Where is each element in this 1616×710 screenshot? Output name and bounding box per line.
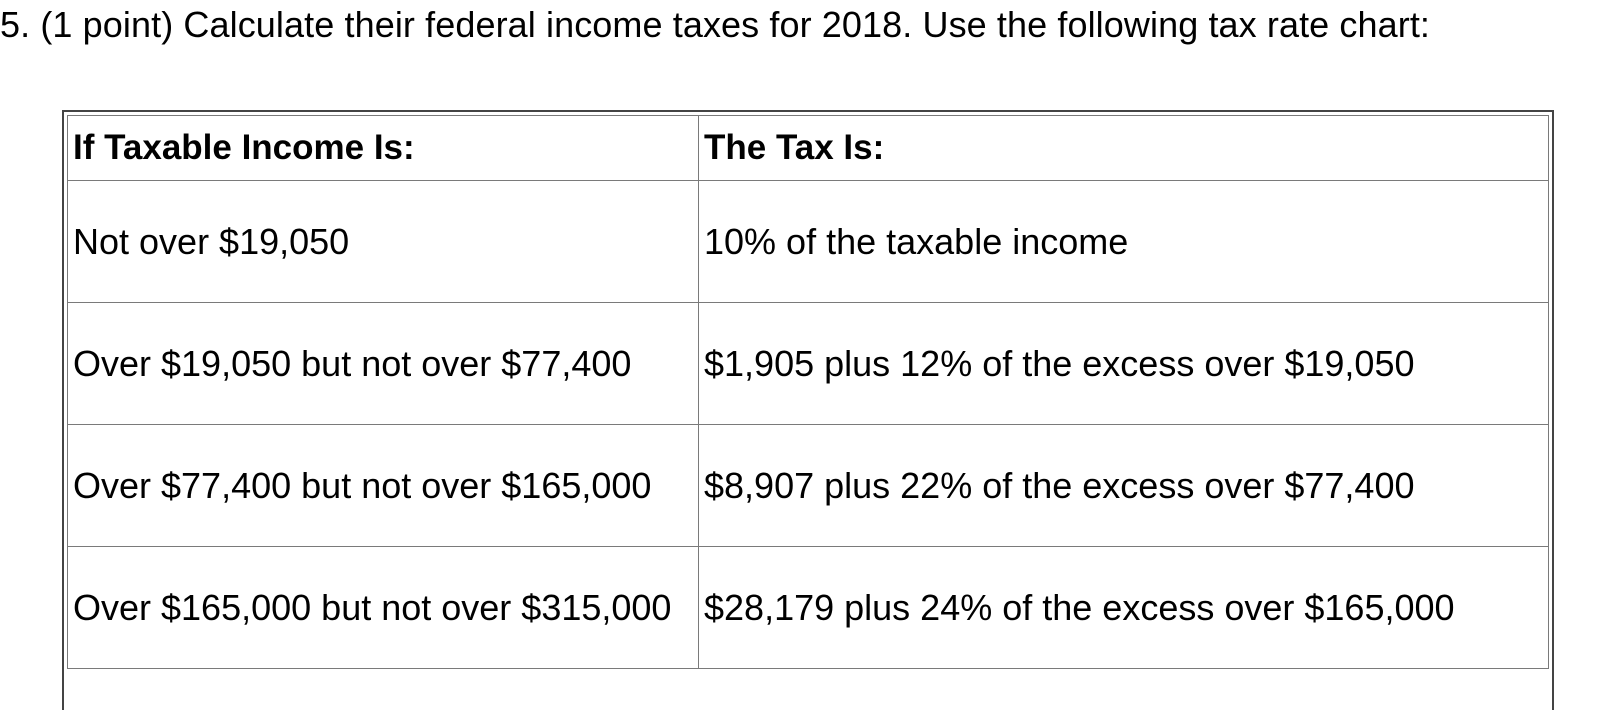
header-tax: The Tax Is: xyxy=(699,116,1549,181)
table-row xyxy=(68,181,1549,303)
income-range-cell: Not over $19,050 xyxy=(68,181,699,303)
tax-formula-cell: $1,905 plus 12% of the excess over $19,050 xyxy=(699,303,1549,425)
table-row xyxy=(68,547,1549,669)
tax-rate-table-frame xyxy=(62,110,1554,710)
income-range-cell: Over $77,400 but not over $165,000 xyxy=(68,425,699,547)
table-row xyxy=(68,425,1549,547)
header-taxable-income: If Taxable Income Is: xyxy=(68,116,699,181)
tax-formula-cell: $8,907 plus 22% of the excess over $77,400 xyxy=(699,425,1549,547)
income-range-cell: Over $19,050 but not over $77,400 xyxy=(68,303,699,425)
tax-rate-table xyxy=(67,115,1549,669)
question-text: 5. (1 point) Calculate their federal income taxes for 2018. Use the following tax rate chart: xyxy=(0,4,1431,45)
table-header-row xyxy=(68,116,1549,181)
tax-formula-cell: 10% of the taxable income xyxy=(699,181,1549,303)
tax-formula-cell: $28,179 plus 24% of the excess over $165,000 xyxy=(699,547,1549,669)
table-row xyxy=(68,303,1549,425)
income-range-cell: Over $165,000 but not over $315,000 xyxy=(68,547,699,669)
